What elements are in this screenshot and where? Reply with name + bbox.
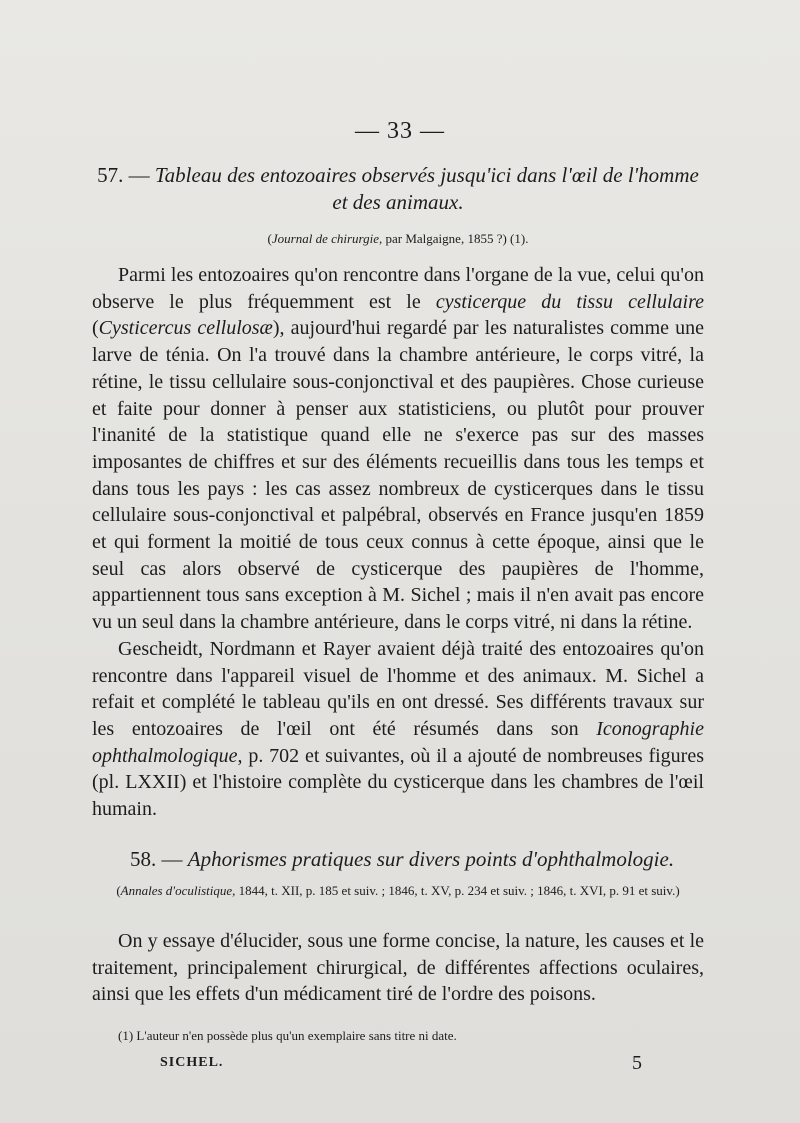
section-58-title-text: Aphorismes pratiques sur divers points d'ophthalmologie. <box>187 847 675 871</box>
section-57-paragraph-2 <box>92 636 704 823</box>
section-58-source-rest: , 1844, t. XII, p. 185 et suiv. ; 1846, t. XV, p. 234 et suiv. ; 1846, t. XVI, p. 91 et suiv.) <box>232 883 680 898</box>
footnote: (1) L'auteur n'en possède plus qu'un exemplaire sans titre ni date. <box>118 1028 457 1043</box>
para1-italic-2: Cysticercus cellulosæ <box>98 317 273 340</box>
para2-italic: Iconographie ophthalmologique <box>92 717 704 767</box>
section-58-source: (Annales d'oculistique, 1844, t. XII, p. 185 et suiv. ; 1846, t. XV, p. 234 et suiv. ; 1846, t. XVI, p. 91 et suiv.) <box>116 883 680 898</box>
section-58-dash: — <box>161 847 183 871</box>
section-57-source-journal: Journal de chirurgie <box>271 231 379 246</box>
section-58-number: 58. <box>130 847 157 871</box>
section-57-paragraph-1 <box>92 262 704 636</box>
section-57-source-rest: , par Malgaigne, 1855 ?) (1). <box>379 231 529 246</box>
section-57-title-line2: et des animaux. <box>332 190 464 214</box>
para1-text-b: ( <box>92 317 99 340</box>
sheet-number: 5 <box>632 1052 642 1074</box>
section-58-paragraph: On y essaye d'élucider, sous une forme concise, la nature, les causes et le traitement, principalement chirurgical, de différentes affections oculaires, ainsi que les effets d'un médicament tiré de l'ordre des poisons. <box>92 930 704 1006</box>
para1-italic-1: cysticerque du tissu cellulaire <box>435 290 704 313</box>
section-57-number: 57. <box>97 163 124 187</box>
section-57-title <box>92 162 704 216</box>
page-number: — 33 — <box>355 118 445 144</box>
section-57-dash: — <box>128 163 150 187</box>
section-58-title <box>130 846 730 873</box>
section-57-title-line1: Tableau des entozoaires observés jusqu'ici dans l'œil de l'homme <box>154 163 699 187</box>
para1-text-a: Parmi les entozoaires qu'on rencontre dans l'organe de la vue, celui qu'on observe le plus fréquemment est le <box>92 264 704 313</box>
signature-mark: SICHEL. <box>160 1055 224 1070</box>
para2-text-a: Gescheidt, Nordmann et Rayer avaient déjà traité des entozoaires qu'on rencontre dans l'appareil visuel de l'homme et des animaux. M. Sichel a refait et complété le tableau qu'ils en ont dressé. Ses différents travaux sur les entozoaires de l'œil ont été résumés dans son <box>92 637 704 740</box>
section-58-body <box>92 928 704 1008</box>
para2-text-b: , p. 702 et suivantes, où il a ajouté de nombreuses figures (pl. LXXII) et l'histoire complète du cysticerque dans les chambres de l'œil humain. <box>92 744 704 821</box>
para1-text-c: ), aujourd'hui regardé par les naturalistes comme une larve de ténia. On l'a trouvé dans la chambre antérieure, le corps vitré, la rétine, le tissu cellulaire sous-conjonctival et des paupières. Chose curieuse et faite pour donner à penser aux statisticiens, ou plutôt pour prouver l'inanité de la statistique quand elle ne s'exerce pas sur des masses imposantes de chiffres et sur des éléments recueillis dans tous les temps et dans tous les pays : les cas assez nombreux de cysticerques dans le tissu cellulaire sous-conjonctival et palpébral, observés en France jusqu'en 1859 et qui forment la moitié de tous ceux connus à cette époque, ainsi que le seul cas alors observé de cysticerque des paupières de l'homme, appartiennent tous sans exception à M. Sichel ; mais il n'en avait pas encore vu un seul dans la chambre antérieure, dans le corps vitré, ni dans la rétine. <box>92 317 704 634</box>
section-57-source: (Journal de chirurgie, par Malgaigne, 1855 ?) (1). <box>267 231 529 246</box>
section-58-source-journal: Annales d'oculistique <box>120 883 233 898</box>
section-57-body <box>92 262 704 823</box>
